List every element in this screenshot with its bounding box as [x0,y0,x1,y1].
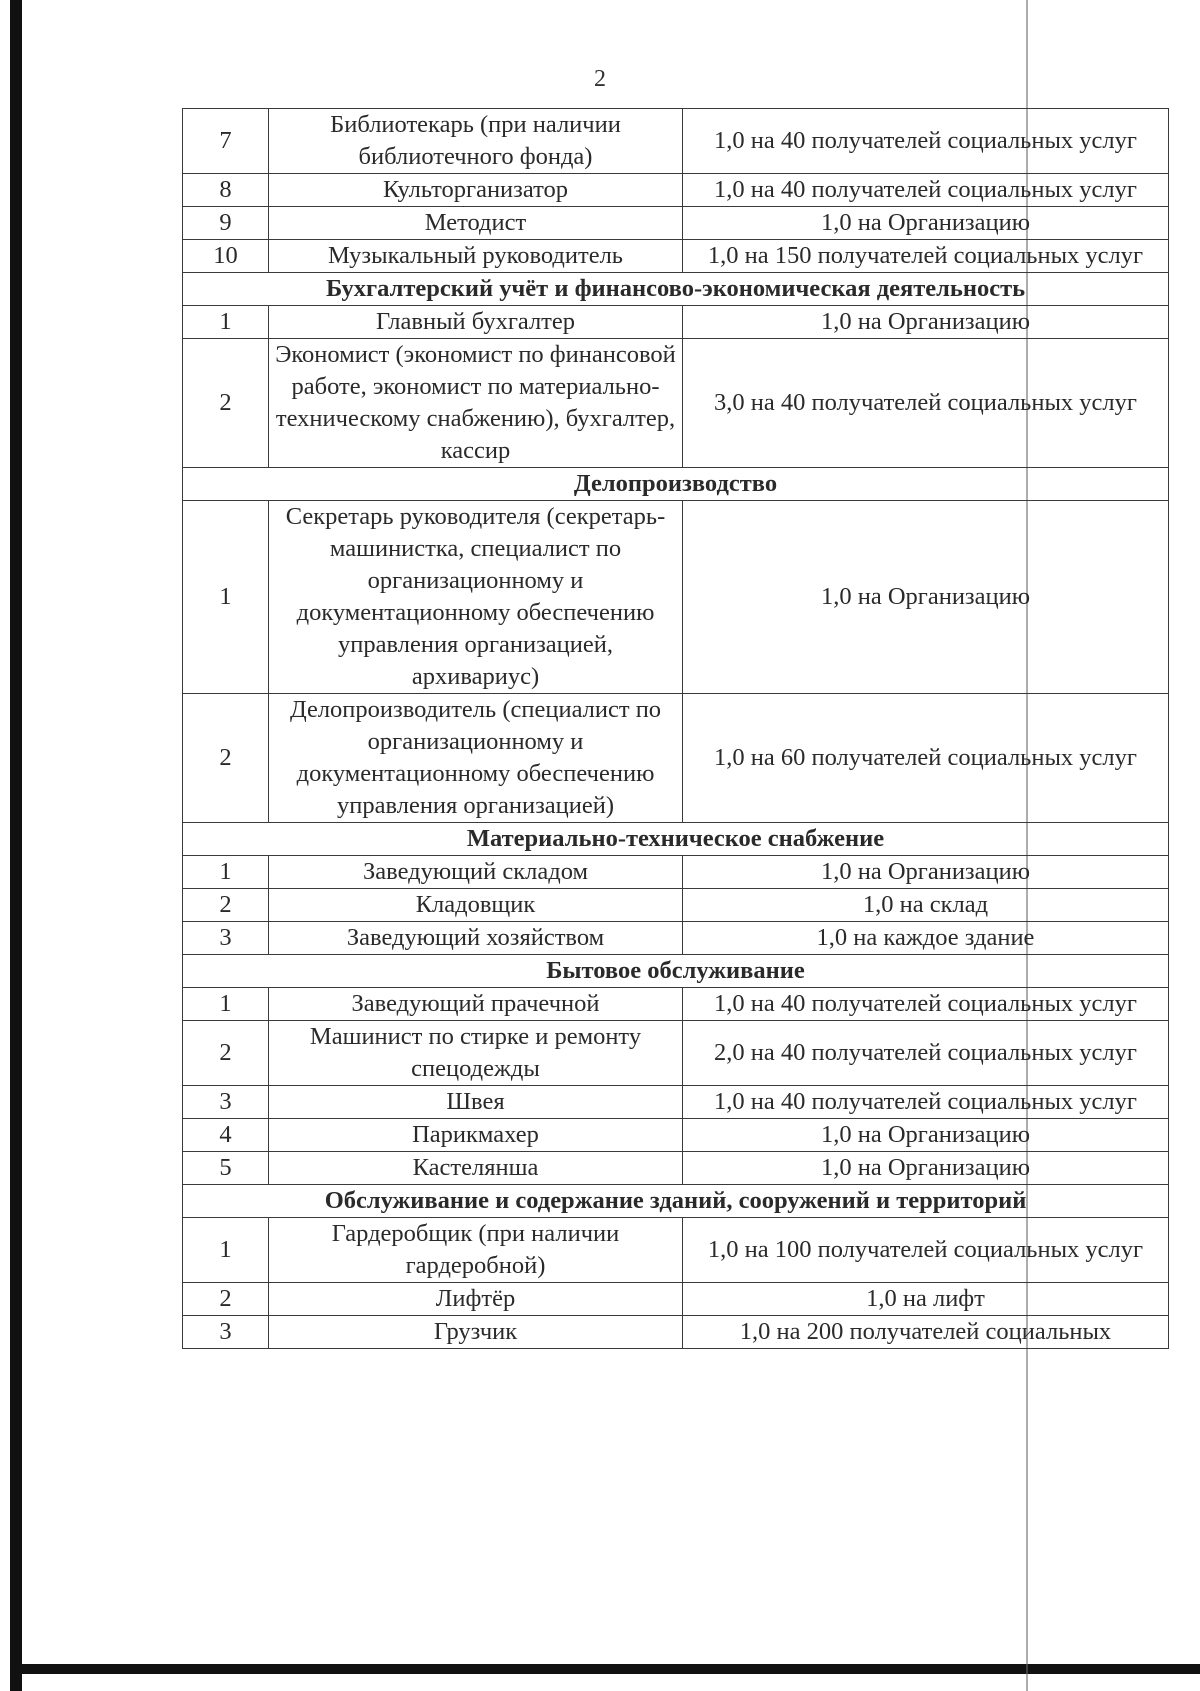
position-name: Грузчик [269,1316,683,1349]
table-row [183,1021,1169,1086]
table-row [183,339,1169,468]
table-row [183,240,1169,273]
section-header-row [183,273,1169,306]
position-name: Заведующий складом [269,856,683,889]
table-row [183,207,1169,240]
table-row [183,1086,1169,1119]
row-number: 2 [183,1283,269,1316]
table-row [183,109,1169,174]
staffing-norm: 1,0 на 200 получателей социальных [683,1316,1169,1349]
row-number: 3 [183,922,269,955]
position-name: Швея [269,1086,683,1119]
staffing-norm: 1,0 на Организацию [683,856,1169,889]
row-number: 4 [183,1119,269,1152]
row-number: 10 [183,240,269,273]
staffing-norm: 1,0 на Организацию [683,501,1169,694]
position-name: Гардеробщик (при наличии гардеробной) [269,1218,683,1283]
staffing-norm: 1,0 на Организацию [683,306,1169,339]
table-row [183,306,1169,339]
table-row [183,922,1169,955]
staffing-norm: 1,0 на каждое здание [683,922,1169,955]
section-header-row [183,955,1169,988]
section-title: Бытовое обслуживание [183,955,1169,988]
position-name: Лифтёр [269,1283,683,1316]
row-number: 1 [183,988,269,1021]
staffing-norm: 1,0 на Организацию [683,207,1169,240]
staffing-norm: 2,0 на 40 получателей социальных услуг [683,1021,1169,1086]
row-number: 2 [183,694,269,823]
position-name: Машинист по стирке и ремонту спецодежды [269,1021,683,1086]
staffing-norm: 1,0 на 40 получателей социальных услуг [683,174,1169,207]
row-number: 3 [183,1316,269,1349]
row-number: 5 [183,1152,269,1185]
table-row [183,1283,1169,1316]
staffing-norm: 1,0 на 150 получателей социальных услуг [683,240,1169,273]
row-number: 1 [183,306,269,339]
position-name: Экономист (экономист по финансовой работе, экономист по материально-техническому снабжению), бухгалтер, кассир [269,339,683,468]
table-row [183,1152,1169,1185]
staffing-norm: 1,0 на 60 получателей социальных услуг [683,694,1169,823]
row-number: 2 [183,889,269,922]
section-title: Материально-техническое снабжение [183,823,1169,856]
section-title: Бухгалтерский учёт и финансово-экономическая деятельность [183,273,1169,306]
section-title: Обслуживание и содержание зданий, сооружений и территорий [183,1185,1169,1218]
section-header-row [183,823,1169,856]
row-number: 2 [183,1021,269,1086]
table-row [183,988,1169,1021]
staffing-norm: 1,0 на склад [683,889,1169,922]
staffing-table [182,108,1169,1349]
scan-bottom-edge [10,1664,1200,1674]
staffing-norm: 1,0 на 40 получателей социальных услуг [683,109,1169,174]
table-row [183,1119,1169,1152]
section-title: Делопроизводство [183,468,1169,501]
row-number: 1 [183,1218,269,1283]
position-name: Музыкальный руководитель [269,240,683,273]
position-name: Библиотекарь (при наличии библиотечного фонда) [269,109,683,174]
position-name: Заведующий хозяйством [269,922,683,955]
page-number: 2 [594,66,606,92]
position-name: Секретарь руководителя (секретарь-машинистка, специалист по организационному и документационному обеспечению управления организацией, архивариус) [269,501,683,694]
staffing-norm: 1,0 на 40 получателей социальных услуг [683,988,1169,1021]
position-name: Главный бухгалтер [269,306,683,339]
row-number: 1 [183,856,269,889]
table-row [183,174,1169,207]
row-number: 7 [183,109,269,174]
table-row [183,1218,1169,1283]
row-number: 8 [183,174,269,207]
row-number: 9 [183,207,269,240]
staffing-table-body [183,109,1169,1349]
table-row [183,889,1169,922]
table-row [183,501,1169,694]
staffing-norm: 1,0 на 100 получателей социальных услуг [683,1218,1169,1283]
table-row [183,856,1169,889]
table-row [183,1316,1169,1349]
staffing-norm: 1,0 на Организацию [683,1119,1169,1152]
position-name: Заведующий прачечной [269,988,683,1021]
position-name: Парикмахер [269,1119,683,1152]
row-number: 3 [183,1086,269,1119]
section-header-row [183,1185,1169,1218]
staffing-norm: 3,0 на 40 получателей социальных услуг [683,339,1169,468]
row-number: 1 [183,501,269,694]
row-number: 2 [183,339,269,468]
position-name: Кладовщик [269,889,683,922]
table-row [183,694,1169,823]
position-name: Методист [269,207,683,240]
scan-left-edge [10,0,22,1691]
section-header-row [183,468,1169,501]
staffing-norm: 1,0 на лифт [683,1283,1169,1316]
staffing-norm: 1,0 на 40 получателей социальных услуг [683,1086,1169,1119]
position-name: Культорганизатор [269,174,683,207]
position-name: Делопроизводитель (специалист по организационному и документационному обеспечению управления организацией) [269,694,683,823]
staffing-norm: 1,0 на Организацию [683,1152,1169,1185]
position-name: Кастелянша [269,1152,683,1185]
